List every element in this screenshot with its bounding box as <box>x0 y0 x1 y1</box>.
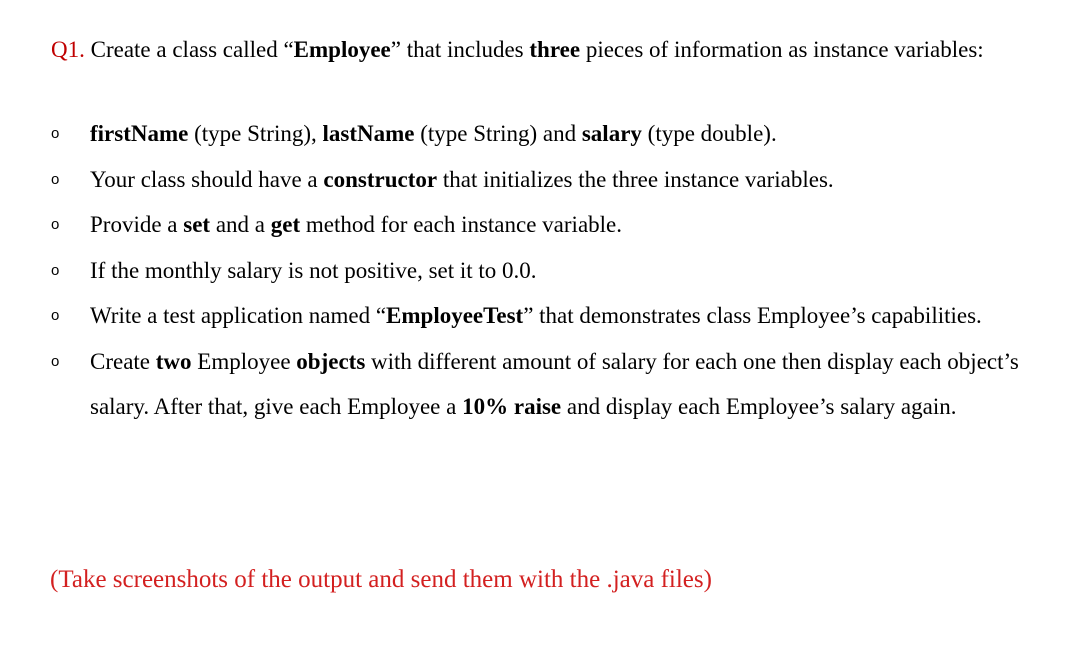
bullet-marker: o <box>51 170 60 188</box>
item-part-bold: lastName <box>322 121 415 146</box>
item-part: (type double). <box>641 121 777 146</box>
item-part-bold: constructor <box>323 166 438 192</box>
requirement-item-constructor <box>51 157 1071 203</box>
item-part-bold: get <box>270 212 301 237</box>
requirement-item-instance-variables <box>51 111 1071 157</box>
item-part: method for each instance variable. <box>300 212 622 237</box>
item-part-bold: salary <box>581 121 642 146</box>
item-part: with different amount of salary for each one then display each object’s salary. After that, give each Employee a <box>90 348 1019 419</box>
requirement-item-set-get <box>51 202 1071 248</box>
item-part-bold: EmployeeTest <box>386 303 524 328</box>
item-part: Provide a <box>90 212 184 237</box>
item-part-bold: objects <box>296 348 366 374</box>
bullet-marker: o <box>51 352 60 370</box>
requirement-item-salary-check <box>51 248 1071 294</box>
submission-note: (Take screenshots of the output and send them with the .java files) <box>50 566 712 593</box>
requirement-item-raise <box>51 339 1071 430</box>
item-part: that initializes the three instance variables. <box>437 166 834 192</box>
question-part: ” that includes <box>390 37 530 62</box>
item-part-bold: firstName <box>90 121 189 146</box>
requirement-item-test-application <box>51 293 1071 339</box>
bullet-marker: o <box>51 125 60 142</box>
item-part: (type String), <box>188 121 323 146</box>
item-part-bold: 10% raise <box>462 394 562 419</box>
bullet-marker: o <box>51 261 60 279</box>
item-part: Write a test application named “ <box>90 303 387 328</box>
item-part: ” that demonstrates class Employee’s capabilities. <box>523 303 982 328</box>
item-part: Your class should have a <box>90 166 324 192</box>
item-part-bold: set <box>183 212 211 237</box>
question-part-bold: Employee <box>293 37 391 62</box>
bullet-marker: o <box>51 307 60 324</box>
item-part-bold: two <box>155 348 192 374</box>
item-part: and display each Employee’s salary again. <box>561 394 957 419</box>
item-part: If the monthly salary is not positive, set it to 0.0. <box>90 257 537 283</box>
item-part: Create <box>90 348 156 374</box>
item-part: and a <box>210 212 271 237</box>
question-number: Q1. <box>51 37 85 62</box>
question-part-bold: three <box>529 37 581 62</box>
question-text <box>51 28 1061 72</box>
question-part: Create a class called “ <box>84 37 294 62</box>
question-part: pieces of information as instance variables: <box>580 37 984 62</box>
bullet-marker: o <box>51 216 60 233</box>
requirement-list <box>51 111 1071 430</box>
item-part: Employee <box>191 348 297 374</box>
item-part: (type String) and <box>414 121 582 146</box>
